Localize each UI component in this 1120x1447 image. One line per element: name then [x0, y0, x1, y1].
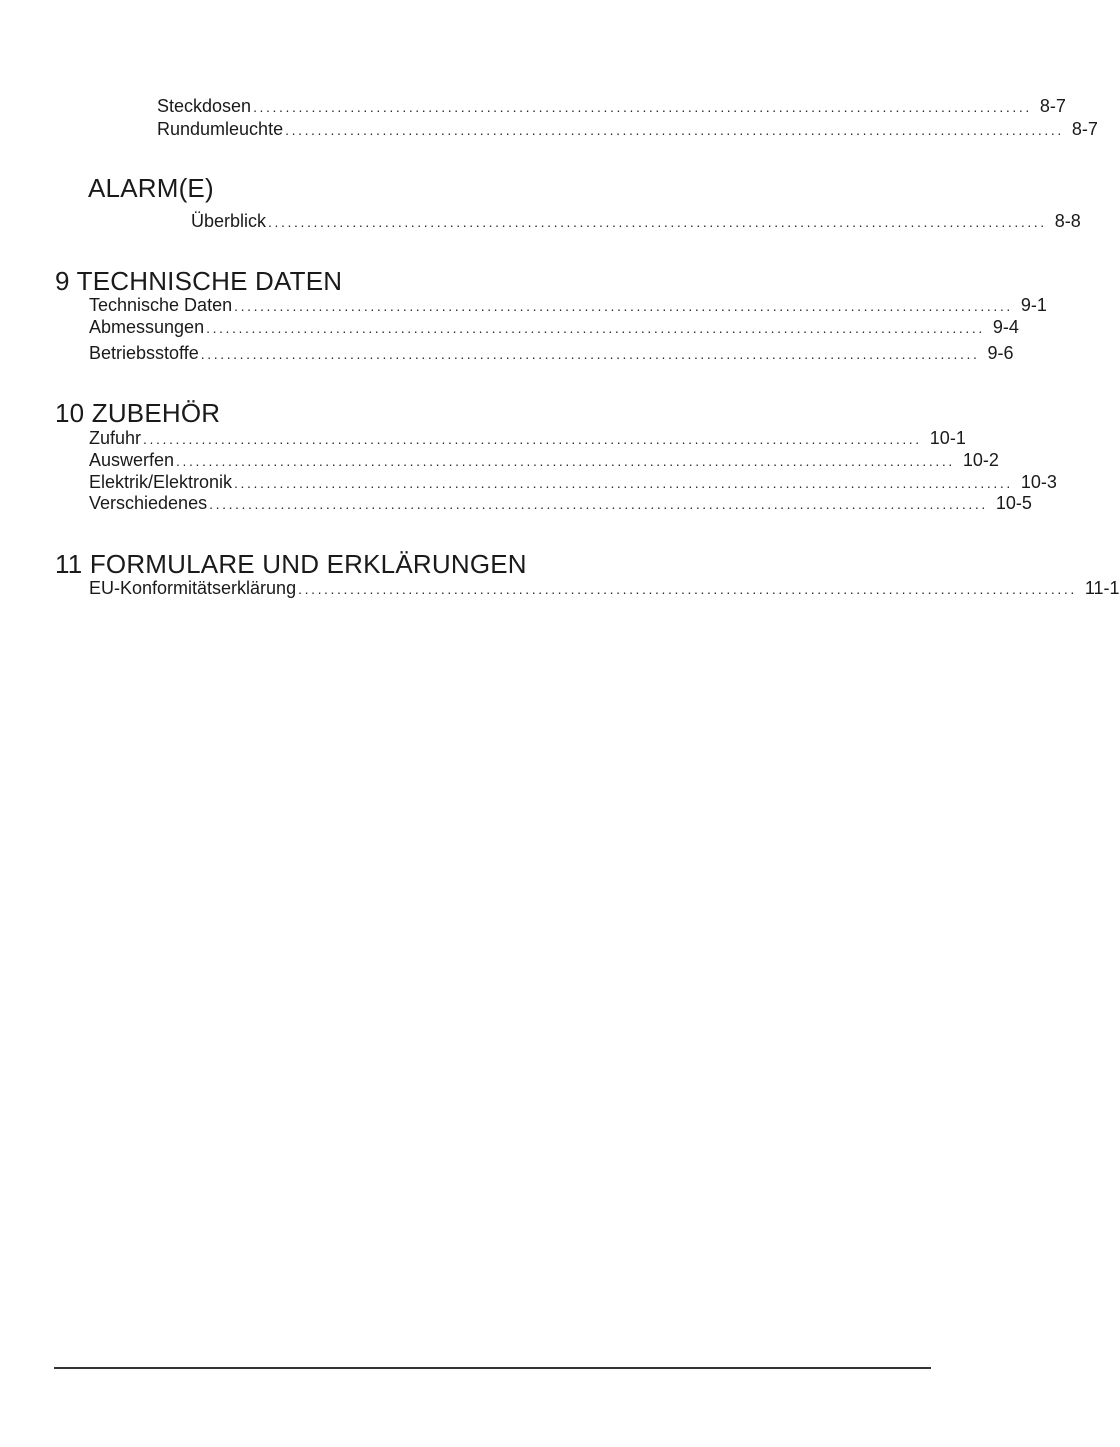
toc-entry-label: Steckdosen	[157, 96, 252, 116]
toc-entry-auswerfen[interactable]	[89, 449, 999, 471]
toc-entry-page: 11-1	[1084, 578, 1120, 598]
toc-entry-page: 8-8	[1054, 211, 1081, 231]
toc-entry-page: 10-5	[995, 493, 1032, 513]
leader-dots: ........................................................................................................................	[234, 298, 1013, 314]
toc-entry-label: EU-Konformitätserklärung	[89, 578, 297, 598]
toc-entry-label: Überblick	[191, 211, 267, 231]
leader-dots: ........................................................................................................................	[209, 496, 988, 512]
toc-entry-label: Elektrik/Elektronik	[89, 472, 233, 492]
toc-entry-label: Zufuhr	[89, 428, 142, 448]
footer-divider	[54, 1367, 931, 1369]
toc-entry-elektrik-elektronik[interactable]	[89, 471, 1057, 493]
toc-entry-page: 10-1	[929, 428, 966, 448]
toc-entry-page: 10-3	[1020, 472, 1057, 492]
toc-entry-page: 10-2	[962, 450, 999, 470]
toc-entry-page: 9-1	[1020, 295, 1047, 315]
toc-entry-label: Verschiedenes	[89, 493, 208, 513]
toc-entry-rundumleuchte[interactable]	[157, 118, 1098, 140]
section-heading-technische-daten: 9 TECHNISCHE DATEN	[55, 266, 343, 296]
toc-entry-label: Betriebsstoffe	[89, 343, 199, 363]
section-heading-alarm: ALARM(E)	[88, 173, 214, 203]
toc-entry-ueberblick[interactable]	[191, 210, 1081, 232]
toc-entry-verschiedenes[interactable]	[89, 492, 1032, 514]
section-heading-zubehoer: 10 ZUBEHÖR	[55, 398, 221, 428]
toc-entry-label: Rundumleuchte	[157, 119, 284, 139]
toc-entry-steckdosen[interactable]	[157, 95, 1066, 117]
toc-entry-label: Auswerfen	[89, 450, 175, 470]
leader-dots: ........................................................................................................................	[206, 320, 985, 336]
leader-dots: ........................................................................................................................	[298, 581, 1077, 597]
leader-dots: ........................................................................................................................	[234, 475, 1013, 491]
toc-entry-label: Abmessungen	[89, 317, 205, 337]
section-heading-formulare: 11 FORMULARE UND ERKLÄRUNGEN	[55, 549, 527, 579]
toc-entry-page: 9-4	[992, 317, 1019, 337]
toc-entry-eu-konformitaetserklaerung[interactable]	[89, 577, 1120, 599]
leader-dots: ........................................................................................................................	[200, 346, 980, 362]
leader-dots: ........................................................................................................................	[176, 453, 955, 469]
leader-dots: ........................................................................................................................	[253, 99, 1032, 115]
toc-entry-page: 8-7	[1071, 119, 1098, 139]
toc-entry-page: 8-7	[1039, 96, 1066, 116]
toc-entry-label: Technische Daten	[89, 295, 233, 315]
toc-entry-abmessungen[interactable]	[89, 316, 1019, 338]
toc-entry-zufuhr[interactable]	[89, 427, 966, 449]
leader-dots: ........................................................................................................................	[143, 431, 922, 447]
leader-dots: ........................................................................................................................	[285, 122, 1064, 138]
toc-entry-page: 9-6	[987, 343, 1014, 363]
leader-dots: ........................................................................................................................	[268, 214, 1047, 230]
toc-entry-technische-daten[interactable]	[89, 294, 1047, 316]
toc-entry-betriebsstoffe[interactable]	[89, 342, 1014, 364]
